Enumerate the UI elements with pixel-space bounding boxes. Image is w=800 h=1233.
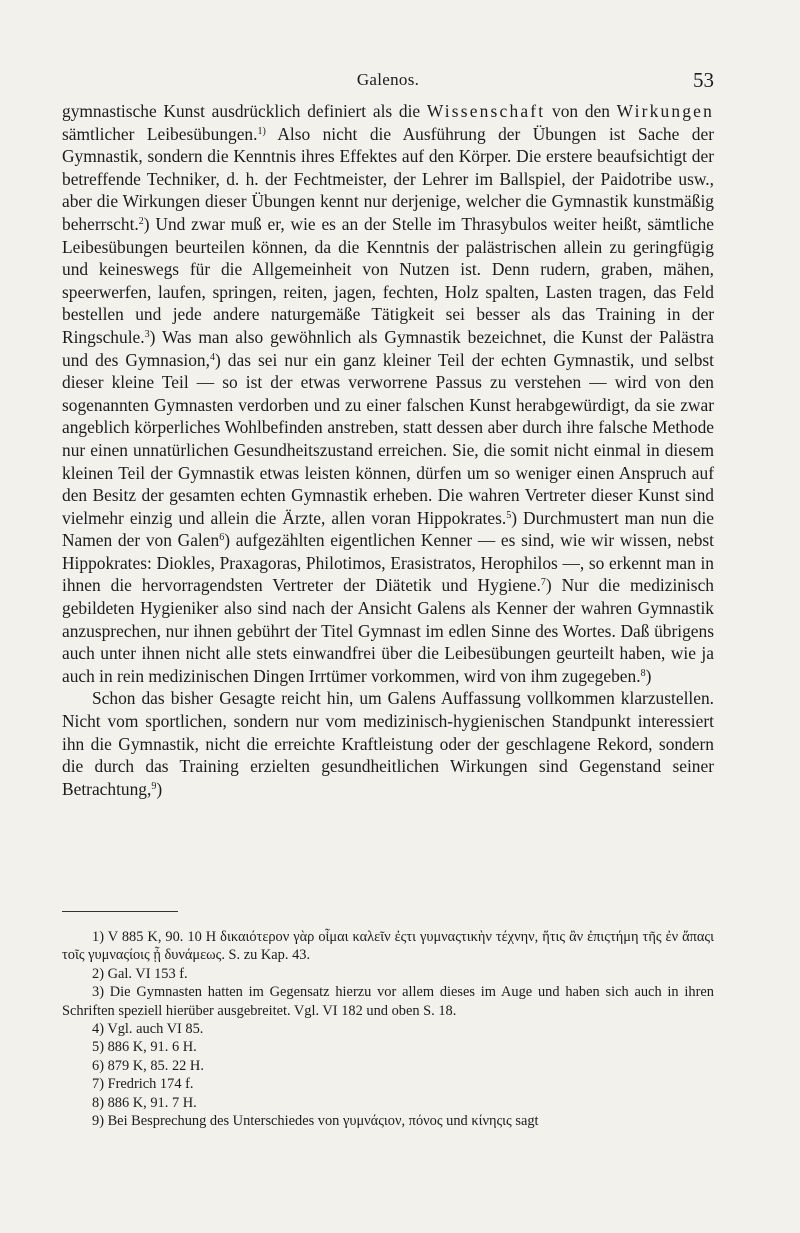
spaced-emphasis: Wirkungen <box>616 101 714 121</box>
footnote-ref: 5 <box>506 509 512 521</box>
spaced-emphasis: Wissenschaft <box>426 101 546 121</box>
text-run: ) <box>156 778 163 799</box>
footnote-ref: 4 <box>209 351 215 363</box>
footnote-divider <box>62 911 178 912</box>
text-run: ) aufgezählten eigentlichen Kenner — es sind, wie wir wissen, nebst Hippokrates: Diokles, Praxagoras, Philotimos, Erasistratos, Herophilos —, so erkennt man in ihnen die hervorragendsten Vertreter der Diätetik und Hygiene. <box>62 530 715 596</box>
text-run: ) Nur die medizinisch gebildeten Hygieniker also sind nach der Ansicht Galens als Kenner der wahren Gymnastik anzusprechen, nur ihnen gebührt der Titel Gymnast im edlen Sinne des Wortes. Daß übrigens auch unter ihnen nicht alle stets einwandfrei über die Leibesübungen geurteilt haben, wie ja auch in rein medizinischen Dingen Irrtümer vorkommen, wird von ihm zugegeben. <box>62 575 714 686</box>
footnote-ref: 3 <box>144 328 150 340</box>
footnote-ref: 8 <box>640 667 646 679</box>
footnotes <box>62 928 714 1130</box>
footnote-ref: 9 <box>151 780 157 792</box>
text-run: ) Und zwar muß er, wie es an der Stelle im Thrasybulos weiter heißt, sämtliche Leibesübungen beurteilen können, da die Kenntnis der palästrischen allein zu geringfügig und keineswegs für die Allgemeinheit von Nutzen ist. Denn rudern, graben, mähen, speerwerfen, laufen, springen, reiten, jagen, fechten, Holz spalten, Lasten tragen, das Feld bestellen und jede andere naturgemäße Tätigkeit sei besser als das Training in der Ringschule. <box>62 213 714 347</box>
body-text <box>62 100 714 800</box>
paragraph-2 <box>62 687 714 800</box>
text-run: gymnastische Kunst ausdrücklich definiert als die <box>62 101 427 121</box>
footnote-4: 4) Vgl. auch VI 85. <box>92 1021 204 1038</box>
footnote-ref: 6 <box>219 532 225 544</box>
footnote-ref: 7 <box>540 577 546 589</box>
running-head <box>62 70 714 94</box>
text-run: ) das sei nur ein ganz kleiner Teil der echten Gymnastik, und selbst dieser kleine Teil — so ist der etwas verworrene Passus zu verstehen — wird von den sogenannten Gymnasten verdorben und zu einer falschen Kunst herabgewürdigt, da sie zwar angeblich körperliches Wohlbefinden anstreben, statt dessen aber durch ihre falsche Methode nur einen unnatürlichen Gesundheitszustand erreichen. Sie, die somit nicht einmal in diesem kleinen Teil der Gymnastik etwas leisten können, dürfen um so weniger einen Anspruch auf den Besitz der gesamten echten Gymnastik erheben. Die wahren Vertreter dieser Kunst sind vielmehr einzig und allein die Ärzte, allen voran Hippokrates. <box>62 349 714 528</box>
footnote-ref: 2 <box>138 215 144 227</box>
paragraph-1 <box>62 100 714 687</box>
text-run: Also nicht die Ausführung der Übungen ist Sache der Gymnastik, sondern die Kenntnis ihres Effektes auf den Körper. Die erstere beaufsichtigt der betreffende Techniker, d. h. der Fechtmeister, der Lehrer im Ballspiel, der Paidotribe usw., aber die Wirkungen dieser Übungen kennt nur derjenige, welcher die Gymnastik kunstmäßig beherrscht. <box>62 123 714 234</box>
footnote-2: 2) Gal. VI 153 f. <box>92 965 188 982</box>
footnote-9: 9) Bei Besprechung des Unterschiedes von γυμνάςιον, πόνος und κίνηςις sagt <box>92 1113 539 1130</box>
footnote-1: 1) V 885 K, 90. 10 H δικαιότερον γὰρ οἶμαι καλεῖν ἐςτι γυμναςτικὴν τέχνην, ἥτις ἂν ἐπιςτήμη τῆς ἐν ἅπαςι τοῖς γυμναςίοις ᾖ δυνάμεως. S. zu Kap. 43. <box>62 929 714 964</box>
running-title: Galenos. <box>356 70 420 89</box>
page-number: 53 <box>693 68 714 92</box>
text-run: ) Durchmustert man nun die Namen der von Galen <box>62 507 715 551</box>
text-run: sämtlicher Leibesübungen. <box>62 123 258 144</box>
footnote-7: 7) Fredrich 174 f. <box>92 1076 194 1093</box>
footnote-6: 6) 879 K, 85. 22 H. <box>92 1057 204 1074</box>
footnote-3: 3) Die Gymnasten hatten im Gegensatz hierzu vor allem dieses im Auge und haben sich auch in ihren Schriften speziell hierüber ausgebreitet. Vgl. VI 182 und oben S. 18. <box>62 984 714 1019</box>
footnote-8: 8) 886 K, 91. 7 H. <box>92 1094 197 1111</box>
text-run: ) <box>645 665 652 686</box>
footnote-ref: 1) <box>257 125 266 137</box>
text-run: Schon das bisher Gesagte reicht hin, um Galens Auffassung vollkommen klarzustellen. Nicht vom sportlichen, sondern nur vom medizinisch-hygienischen Standpunkt interessiert ihn die Gymnastik, nicht die erreichte Kraftleistung oder der geschlagene Rekord, sondern die durch das Training erzielten gesundheitlichen Wirkungen sind Gegenstand seiner Betrachtung, <box>62 688 714 799</box>
footnote-5: 5) 886 K, 91. 6 H. <box>92 1039 197 1056</box>
text-run: von den <box>545 101 617 121</box>
text-run: ) Was man also gewöhnlich als Gymnastik bezeichnet, die Kunst der Palästra und des Gymnasion, <box>62 326 714 370</box>
